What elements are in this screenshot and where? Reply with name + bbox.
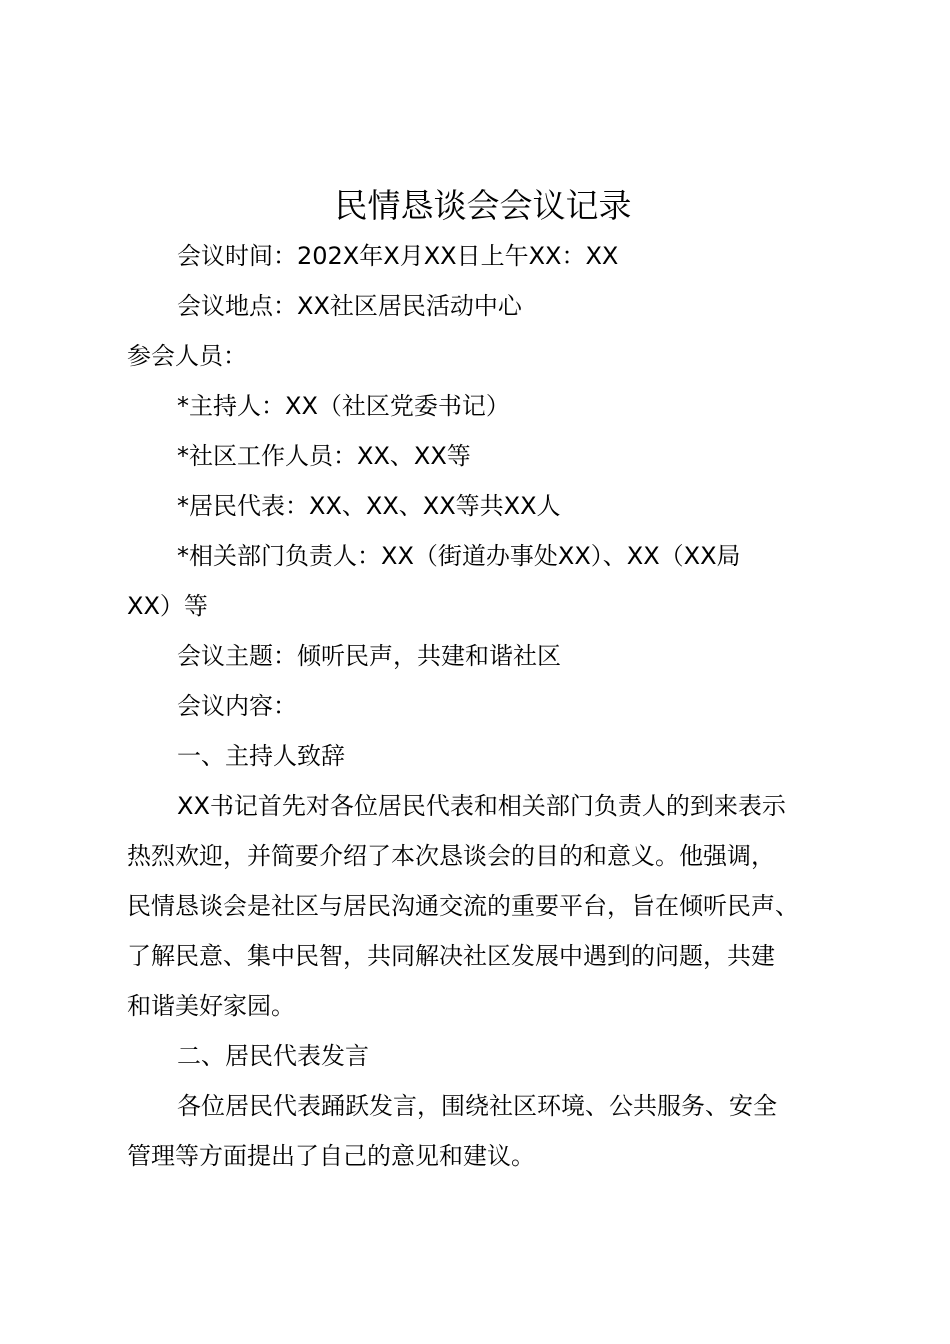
document-body bbox=[127, 184, 835, 1181]
section-body-resident-speeches bbox=[127, 1081, 835, 1181]
section-heading-host-speech: 一、主持人致辞 bbox=[177, 742, 345, 770]
meeting-time: 会议时间：202X年X月XX日上午XX：XX bbox=[177, 242, 619, 270]
document-title: 民情恳谈会会议记录 bbox=[334, 186, 632, 225]
body-line: 热烈欢迎，并简要介绍了本次恳谈会的目的和意义。他强调， bbox=[127, 842, 775, 870]
attendee-departments-line: XX）等 bbox=[127, 592, 208, 620]
attendee-staff: *社区工作人员：XX、XX等 bbox=[177, 442, 471, 470]
attendee-host: *主持人：XX（社区党委书记） bbox=[177, 392, 510, 420]
body-line: 各位居民代表踊跃发言，围绕社区环境、公共服务、安全 bbox=[177, 1092, 777, 1120]
meeting-theme: 会议主题：倾听民声，共建和谐社区 bbox=[177, 642, 561, 670]
meeting-content-label: 会议内容： bbox=[177, 692, 297, 720]
body-line: 管理等方面提出了自己的意见和建议。 bbox=[127, 1142, 535, 1170]
body-line: 了解民意、集中民智，共同解决社区发展中遇到的问题，共建 bbox=[127, 942, 775, 970]
attendee-departments bbox=[127, 531, 835, 631]
attendee-residents: *居民代表：XX、XX、XX等共XX人 bbox=[177, 492, 561, 520]
body-line: 和谐美好家园。 bbox=[127, 992, 295, 1020]
body-line: XX书记首先对各位居民代表和相关部门负责人的到来表示 bbox=[177, 792, 786, 820]
attendee-departments-line: *相关部门负责人：XX（街道办事处XX）、XX（XX局 bbox=[177, 542, 741, 570]
section-body-host-speech bbox=[127, 781, 835, 1031]
meeting-place: 会议地点：XX社区居民活动中心 bbox=[177, 292, 522, 320]
attendees-label: 参会人员： bbox=[127, 342, 247, 370]
section-heading-resident-speeches: 二、居民代表发言 bbox=[177, 1042, 369, 1070]
body-line: 民情恳谈会是社区与居民沟通交流的重要平台，旨在倾听民声、 bbox=[127, 892, 799, 920]
